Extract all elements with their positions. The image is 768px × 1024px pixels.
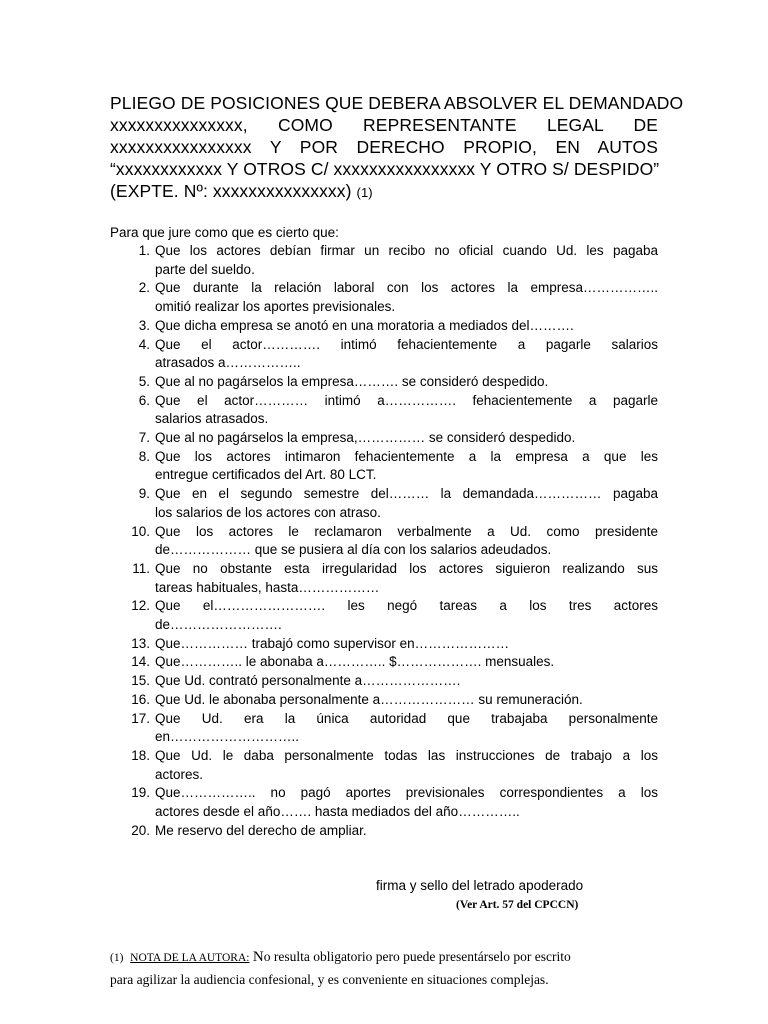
position-text-line: tareas habituales, hasta………………	[155, 579, 380, 595]
position-item	[110, 392, 658, 429]
position-item	[110, 448, 658, 485]
position-item	[110, 317, 658, 336]
position-text-line: Que…………… trabajó como supervisor en…………………	[155, 635, 510, 651]
footnote	[110, 946, 658, 991]
position-item	[110, 429, 658, 448]
position-item	[110, 747, 658, 784]
position-text-line: actores.	[155, 766, 204, 782]
position-item	[110, 672, 658, 691]
intro-text: Para que jure como que es cierto que:	[110, 225, 339, 240]
position-text-line: de…………………….	[155, 617, 282, 633]
position-text-line: Me reservo del derecho de ampliar.	[155, 822, 367, 838]
document-title	[110, 92, 684, 204]
footnote-line-1: o resulta obligatorio pero puede presentárselo por escrito	[263, 949, 571, 964]
footnote-reference: (1)	[356, 185, 373, 200]
position-text-line: Que dicha empresa se anotó en una moratoria a mediados del……….	[155, 317, 574, 333]
position-text-line: actores desde el año……. hasta mediados del año…………..	[155, 804, 520, 820]
position-text-line: parte del sueldo.	[155, 261, 255, 277]
position-text-line: Que………….. le abonaba a………….. $………………. mensuales.	[155, 654, 555, 670]
position-item	[110, 242, 658, 279]
position-text-line: Que los actores le reclamaron verbalmente a Ud. como presidente	[155, 523, 658, 539]
position-text-line: Que al no pagárselos la empresa,…………… se consideró despedido.	[155, 430, 576, 446]
position-number: 19.	[131, 785, 150, 801]
position-number: 5.	[138, 373, 150, 389]
footnote-label: NOTA DE LA AUTORA:	[130, 952, 250, 964]
position-text-line: Que Ud. le daba personalmente todas las instrucciones de trabajo a los	[155, 747, 658, 763]
position-text-line: en………………………..	[155, 729, 300, 745]
position-number: 18.	[131, 747, 150, 763]
position-text-line: Que el……………………. les negó tareas a los tres actores	[155, 598, 658, 614]
position-number: 1.	[138, 243, 150, 258]
position-text-line: de……………… que se pusiera al día con los salarios adeudados.	[155, 542, 552, 558]
position-item	[110, 635, 658, 654]
position-number: 6.	[138, 392, 150, 408]
position-number: 17.	[131, 710, 150, 726]
position-item	[110, 784, 658, 821]
position-number: 4.	[138, 336, 150, 352]
position-item	[110, 653, 658, 672]
footnote-mark: (1)	[110, 952, 124, 964]
position-item	[110, 336, 658, 373]
position-number: 2.	[138, 280, 150, 296]
position-text-line: Que al no pagárselos la empresa………. se consideró despedido.	[155, 373, 549, 389]
position-item	[110, 710, 658, 747]
position-item	[110, 691, 658, 710]
title-line: PLIEGO DE POSICIONES QUE DEBERA ABSOLVER EL DEMANDADO	[110, 93, 684, 113]
footnote-first-letter: N	[252, 949, 264, 965]
position-text-line: Que Ud. le abonaba personalmente a………………… su remuneración.	[155, 691, 583, 707]
position-text-line: los salarios de los actores con atraso.	[155, 504, 381, 520]
position-number: 15.	[131, 673, 150, 689]
position-number: 20.	[131, 822, 150, 838]
position-number: 3.	[138, 317, 150, 333]
position-number: 11.	[132, 560, 150, 576]
footnote-line-2: para agilizar la audiencia confesional, y es conveniente en situaciones complejas.	[110, 972, 549, 987]
position-number: 12.	[131, 598, 150, 614]
position-text-line: omitió realizar los aportes previsionales.	[155, 299, 396, 315]
position-item	[110, 523, 658, 560]
position-text-line: Que no obstante esta irregularidad los actores siguieron realizando sus	[155, 560, 658, 576]
position-text-line: salarios atrasados.	[155, 411, 269, 427]
position-text-line: Que en el segundo semestre del……… la demandada…………… pagaba	[155, 486, 658, 502]
position-text-line: Que Ud. era la única autoridad que trabajaba personalmente	[155, 710, 658, 726]
position-item	[110, 373, 658, 392]
position-text-line: Que los actores debían firmar un recibo no oficial cuando Ud. les pagaba	[155, 243, 658, 258]
positions-list	[110, 242, 658, 841]
title-line: xxxxxxxxxxxxxxx, COMO REPRESENTANTE LEGAL DE	[110, 115, 658, 135]
title-line: xxxxxxxxxxxxxxxx Y POR DERECHO PROPIO, EN AUTOS	[110, 137, 658, 157]
expediente-text: (EXPTE. Nº: xxxxxxxxxxxxxxx)	[110, 181, 352, 201]
position-text-line: Que el actor………… intimó a……………. fehacientemente a pagarle	[155, 392, 658, 408]
position-item	[110, 485, 658, 522]
position-text-line: Que los actores intimaron fehacientemente a la empresa a que les	[155, 448, 658, 464]
position-number: 10.	[131, 523, 150, 539]
position-item	[110, 560, 658, 597]
position-text-line: entregue certificados del Art. 80 LCT.	[155, 467, 377, 483]
title-line-expediente	[110, 180, 658, 204]
position-number: 9.	[138, 486, 150, 502]
position-item	[110, 822, 658, 841]
position-number: 16.	[131, 691, 150, 707]
position-number: 8.	[138, 448, 150, 464]
position-item	[110, 597, 658, 634]
position-text-line: Que el actor…………. intimó fehacientemente a pagarle salarios	[155, 336, 658, 352]
position-text-line: atrasados a……………..	[155, 355, 301, 371]
position-text-line: Que durante la relación laboral con los actores la empresa……………..	[155, 280, 658, 296]
signature-legal-note: (Ver Art. 57 del CPCCN)	[456, 899, 579, 911]
position-text-line: Que Ud. contrató personalmente a………………….	[155, 673, 461, 689]
title-line: “xxxxxxxxxxxx Y OTROS C/ xxxxxxxxxxxxxxxx Y OTRO S/ DESPIDO”	[110, 159, 660, 179]
position-number: 13.	[131, 635, 150, 651]
position-text-line: Que…………….. no pagó aportes previsionales correspondientes a los	[155, 785, 658, 801]
signature-line: firma y sello del letrado apoderado	[376, 878, 584, 893]
position-number: 7.	[138, 430, 150, 446]
position-number: 14.	[131, 654, 150, 670]
position-item	[110, 279, 658, 316]
